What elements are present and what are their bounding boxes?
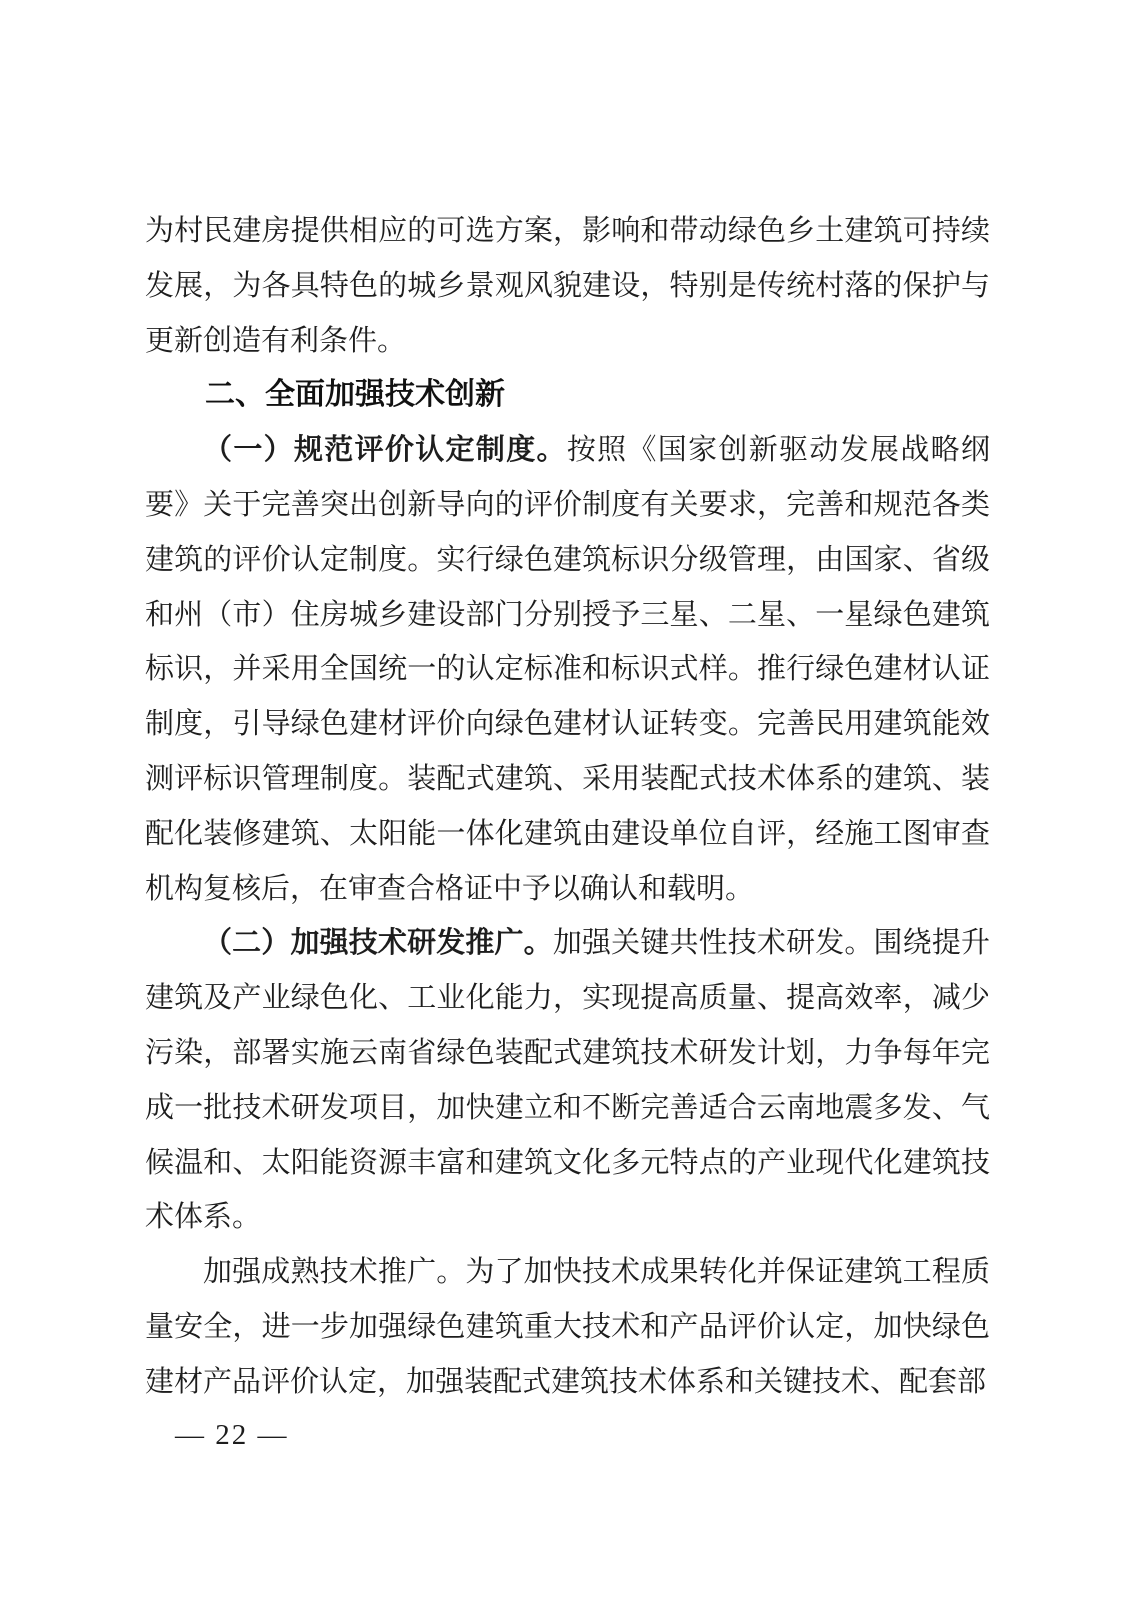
page-number: — 22 — [175,1419,289,1451]
section-heading: 二、全面加强技术创新 [205,378,505,412]
paragraph-item-1-text: 按照《国家创新驱动发展战略纲要》关于完善突出创新导向的评价制度有关要求，完善和规范各类建筑的评价认定制度。实行绿色建筑标识分级管理，由国家、省级和州（市）住房城乡建设部门分别授予三星、二星、一星绿色建筑标识，并采用全国统一的认定标准和标识式样。推行绿色建材认证制度，引导绿色建材评价向绿色建材认证转变。完善民用建筑能效测评标识管理制度。装配式建筑、采用装配式技术体系的建筑、装配化装修建筑、太阳能一体化建筑由建设单位自评，经施工图审查机构复核后，在审查合格证中予以确认和载明。 [145,434,990,905]
paragraph-item-2-lead: （二）加强技术研发推广。 [203,927,553,960]
paragraph-mature-tech: 加强成熟技术推广。为了加快技术成果转化并保证建筑工程质量安全，进一步加强绿色建筑重大技术和产品评价认定，加快绿色建材产品评价认定，加强装配式建筑技术体系和关键技术、配套部 [145,1256,990,1398]
paragraph-continuation: 为村民建房提供相应的可选方案，影响和带动绿色乡土建筑可持续发展，为各具特色的城乡景观风貌建设，特别是传统村落的保护与更新创造有利条件。 [145,215,990,357]
paragraph-item-2-text: 加强关键共性技术研发。围绕提升建筑及产业绿色化、工业化能力，实现提高质量、提高效率，减少污染，部署实施云南省绿色装配式建筑技术研发计划，力争每年完成一批技术研发项目，加快建立和不断完善适合云南地震多发、气候温和、太阳能资源丰富和建筑文化多元特点的产业现代化建筑技术体系。 [145,927,990,1234]
paragraph-item-1 [145,423,990,916]
paragraph-item-2 [145,916,990,1245]
paragraph-item-1-lead: （一）规范评价认定制度。 [203,434,567,467]
document-body [145,204,990,1410]
